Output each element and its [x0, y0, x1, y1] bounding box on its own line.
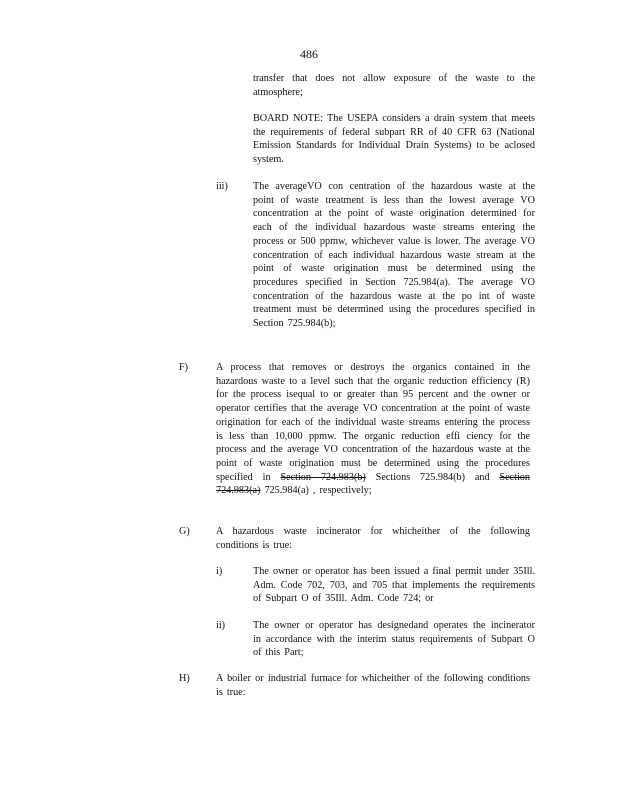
item-F-struck-2: Section 724.983(a)	[216, 471, 530, 497]
item-F-struck-1: Section 724.983(b)	[280, 471, 366, 483]
item-iii-text: The averageVO con centration of the hazardous waste at the point of waste treatment is less than the lowest average VO concentration at the point of waste origination determined for each of the individual hazardous waste streams entering the process or 500 ppmw, whichever value is lower. The average VO concentration of each individual hazardous waste stream at the point of waste origination must be determined using the procedures specified in Section 725.984(a). The average VO concentration of the hazardous waste at the po int of waste treatment must be determined using the procedures specified in Section 725.984(b);	[253, 181, 535, 330]
item-F-text-mid-1: Sections 725.984(b) and	[365, 471, 500, 483]
item-G-i-label: i)	[216, 566, 223, 577]
item-iii-label: iii)	[216, 181, 228, 192]
item-G-text: A hazardous waste incinerator for whicheither of the following conditions is true:	[216, 526, 530, 551]
board-note: BOARD NOTE: The USEPA considers a drain system that meets the requirements of federal subpart RR of 40 CFR 63 (National Emission Standards for Individual Drain Systems) to be aclosed system.	[253, 113, 535, 166]
item-F-text	[216, 361, 530, 498]
item-H-text: A boiler or industrial furnace for whicheither of the following conditions is true:	[216, 673, 530, 698]
item-F-label: F)	[179, 362, 189, 373]
item-F-text-main: A process that removes or destroys the organics contained in the hazardous waste to a level such that the organic reduction efficiency (R) for the process isequal to or greater than 95 percent and the owner or operator certifies that the average VO concentration at the point of waste origination for each of the individual waste streams entering the process is less than 10,000 ppmw. The organic reduction effi ciency for the process and the average VO concentration of the hazardous waste at the point of waste origination must be determined using the procedures specified in	[216, 362, 530, 483]
item-F-text-end: 725.984(a) , respectively;	[260, 485, 372, 497]
continuation-paragraph: transfer that does not allow exposure of the waste to the atmosphere;	[253, 73, 535, 98]
item-G-ii-label: ii)	[216, 620, 226, 631]
item-H-label: H)	[179, 673, 190, 684]
item-G-ii-text: The owner or operator has designedand operates the incinerator in accordance with the interim status requirements of Subpart O of this Part;	[253, 620, 535, 659]
item-G-i-text: The owner or operator has been issued a final permit under 35Ill. Adm. Code 702, 703, and 705 that implements the requirements of Subpart O of 35Ill. Adm. Code 724; or	[253, 566, 535, 605]
item-G-label: G)	[179, 526, 190, 537]
page-number: 486	[300, 47, 318, 61]
